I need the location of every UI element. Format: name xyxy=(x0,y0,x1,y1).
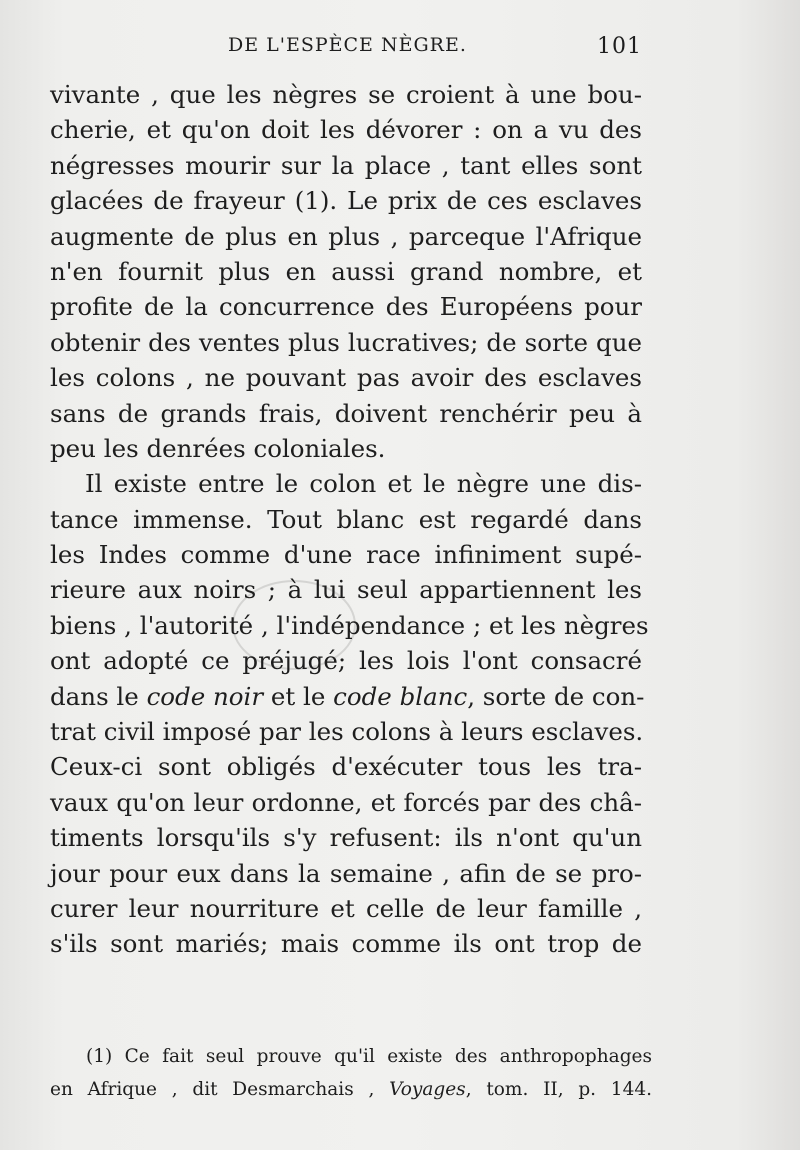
text-line: vivante , que les nègres se croient à une bou- xyxy=(50,80,642,109)
page-number: 101 xyxy=(597,34,642,59)
text-line: s'ils sont mariés; mais comme ils ont trop de xyxy=(50,929,642,959)
text-line: glacées de frayeur (1). Le prix de ces esclaves xyxy=(50,186,642,216)
text-line: augmente de plus en plus , parceque l'Afrique xyxy=(50,221,642,251)
running-head: DE L'ESPÈCE NÈGRE. xyxy=(228,34,467,56)
text-line: profite de la concurrence des Européens pour xyxy=(50,292,642,322)
footnote-line xyxy=(50,1073,652,1106)
text-segment: , sorte de con- xyxy=(467,681,645,711)
italic-term-code-blanc: code blanc xyxy=(333,681,468,711)
text-line: les Indes comme d'une race infiniment supé- xyxy=(50,540,642,570)
text-line: Ceux-ci sont obligés d'exécuter tous les tra- xyxy=(50,752,642,782)
italic-term-code-noir: code noir xyxy=(146,681,264,711)
text-line: Il existe entre le colon et le nègre une dis- xyxy=(85,469,642,499)
text-line: tance immense. Tout blanc est regardé dans xyxy=(50,504,642,534)
text-line: vaux qu'on leur ordonne, et forcés par des châ- xyxy=(50,787,642,817)
text-segment: en Afrique , dit Desmarchais , xyxy=(50,1079,390,1100)
text-line: trat civil imposé par les colons à leurs esclaves. xyxy=(50,717,644,747)
italic-title-voyages: Voyages xyxy=(389,1079,466,1100)
text-line: les colons , ne pouvant pas avoir des esclaves xyxy=(50,363,642,393)
text-line: négresses mourir sur la place , tant elles sont xyxy=(50,150,642,180)
text-line: curer leur nourriture et celle de leur famille , xyxy=(50,893,642,923)
text-line: peu les denrées coloniales. xyxy=(50,433,386,463)
text-line: cherie, et qu'on doit les dévorer : on a vu des xyxy=(50,115,642,145)
text-line: jour pour eux dans la semaine , afin de se pro- xyxy=(50,858,642,888)
text-line-code xyxy=(50,679,645,714)
text-line: rieure aux noirs ; à lui seul appartiennent les xyxy=(50,575,642,605)
footnote-line: (1) Ce fait seul prouve qu'il existe des anthropophages xyxy=(86,1046,652,1067)
paragraph-2 xyxy=(50,466,649,961)
text-line: ont adopté ce préjugé; les lois l'ont consacré xyxy=(50,646,642,676)
text-line: biens , l'autorité , l'indépendance ; et les nègres xyxy=(50,610,649,640)
text-line: timents lorsqu'ils s'y refusent: ils n'ont qu'un xyxy=(50,823,642,853)
footnote xyxy=(50,1040,652,1106)
page-header xyxy=(50,34,642,62)
text-line: sans de grands frais, doivent renchérir peu à xyxy=(50,398,642,428)
body-text xyxy=(50,77,649,962)
text-segment: dans le xyxy=(50,681,147,711)
text-line: n'en fournit plus en aussi grand nombre, et xyxy=(50,256,642,286)
text-segment: et le xyxy=(263,681,334,711)
text-segment: , tom. II, p. 144. xyxy=(465,1079,652,1100)
paragraph-1 xyxy=(50,77,642,466)
text-line: obtenir des ventes plus lucratives; de sorte que xyxy=(50,327,642,357)
